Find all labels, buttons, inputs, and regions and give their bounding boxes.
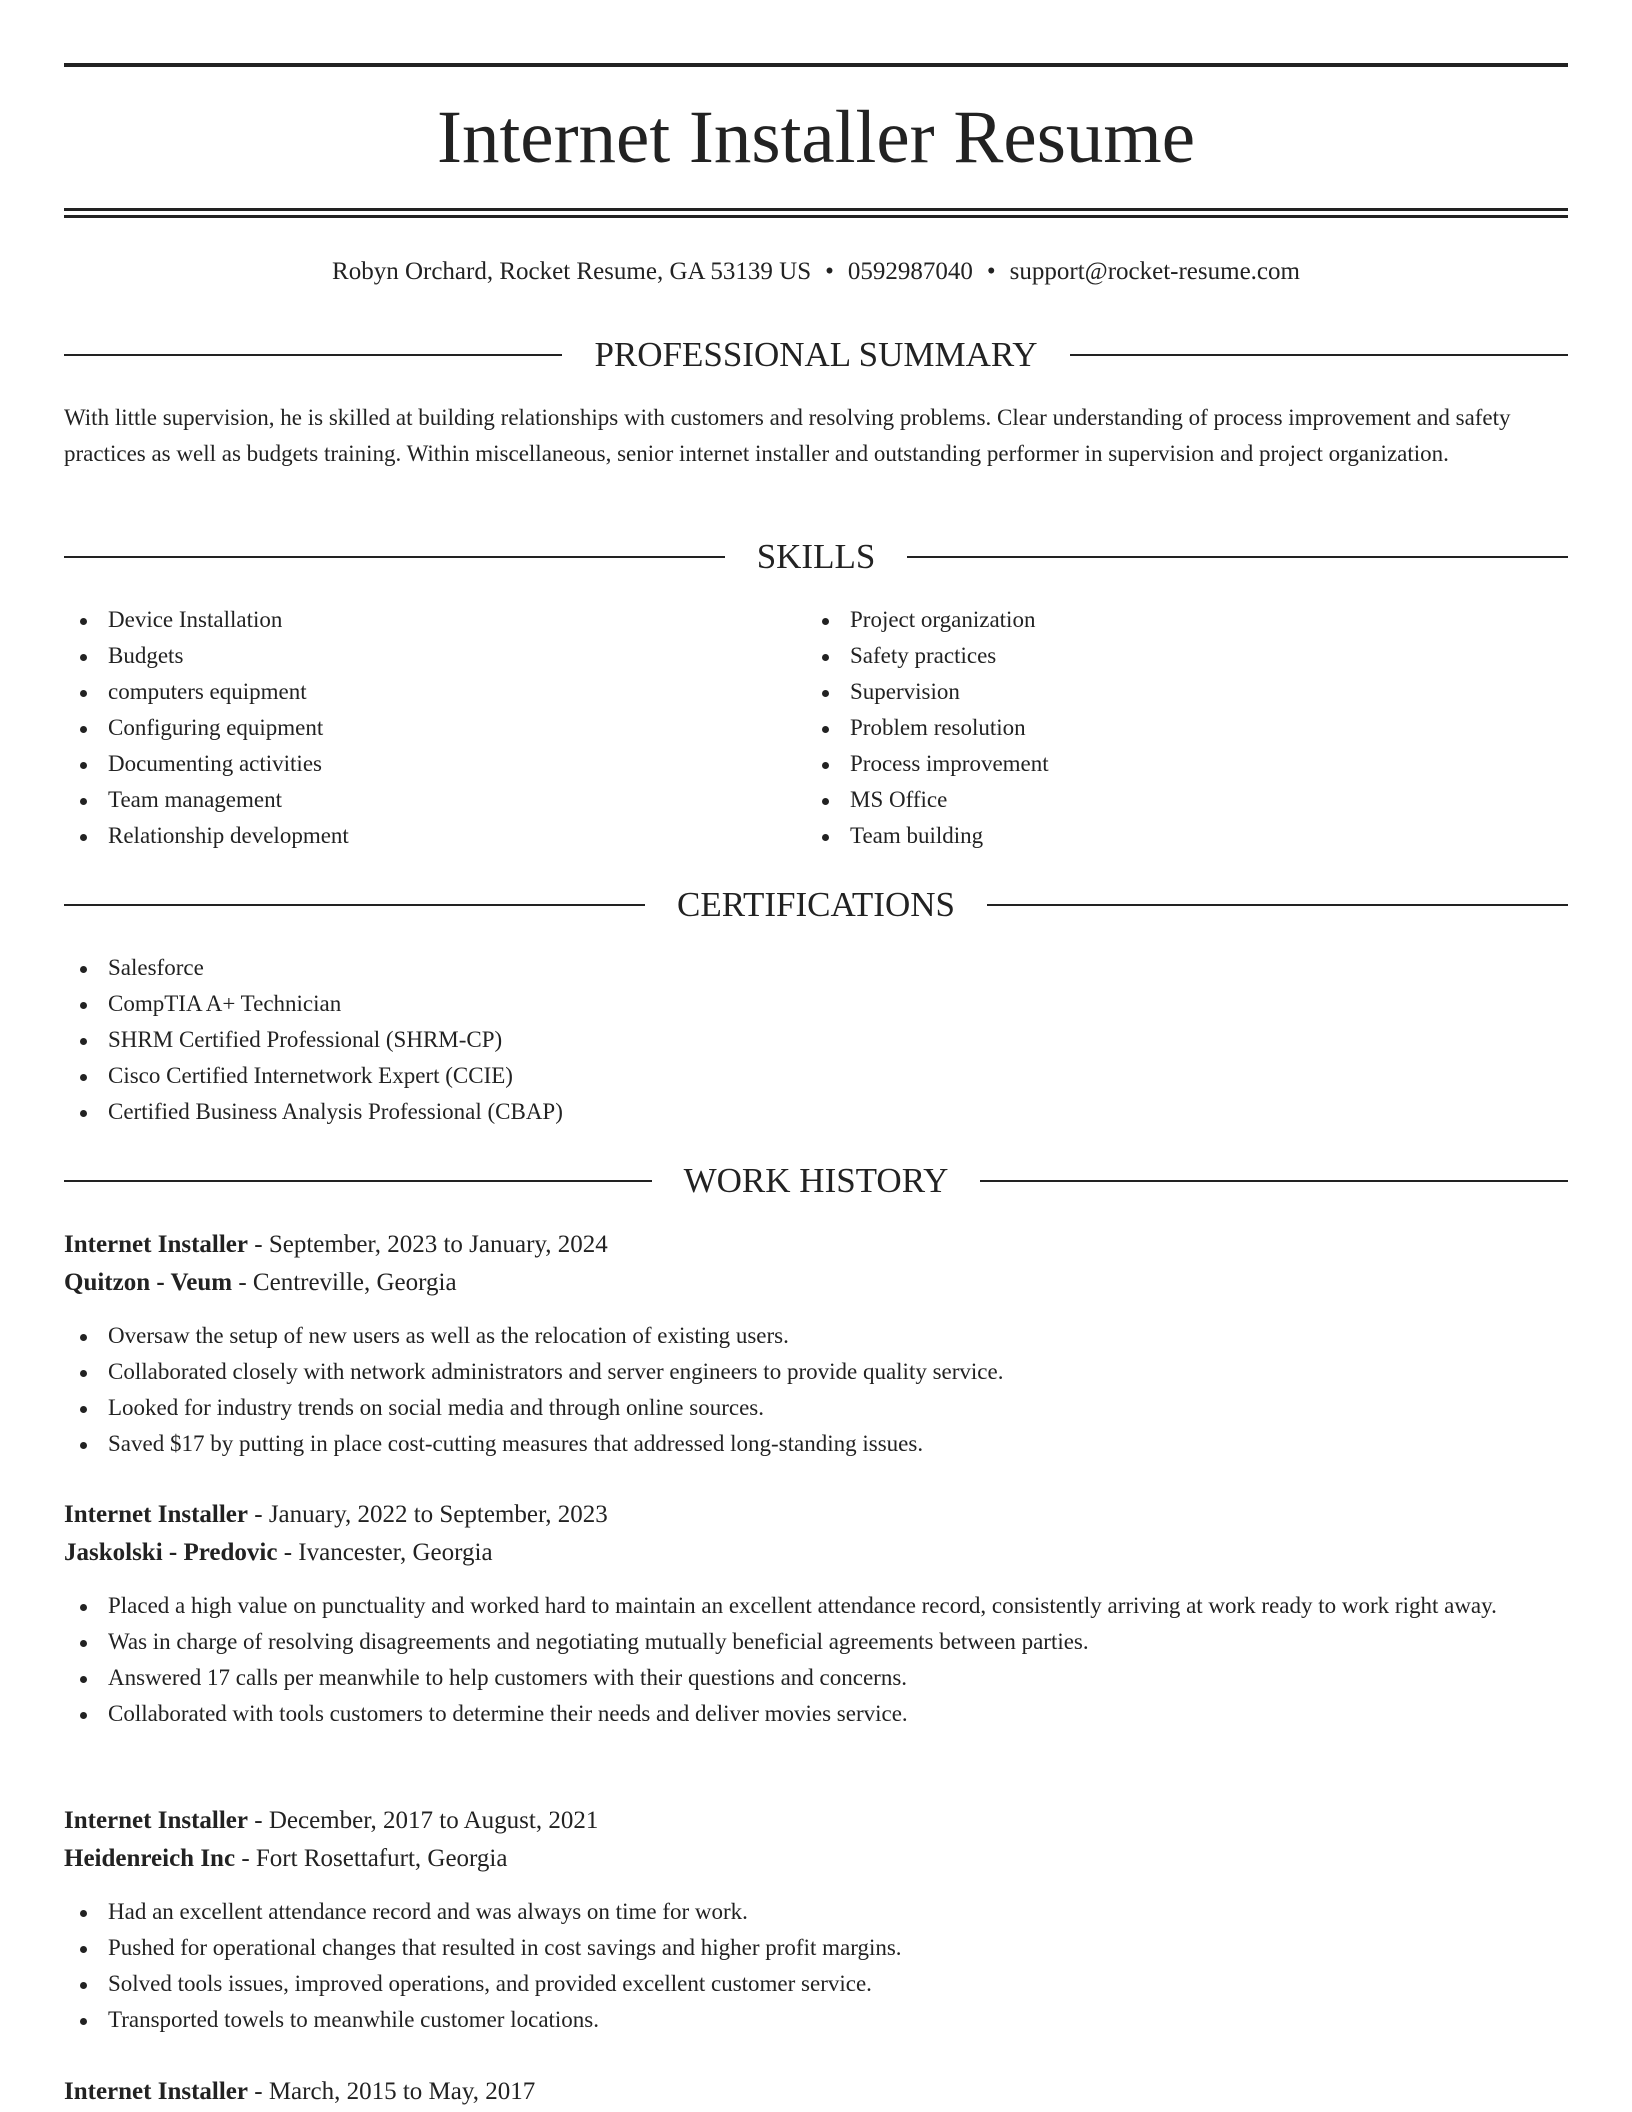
job-company: Jaskolski - Predovic: [64, 1539, 278, 1566]
job-role: Internet Installer: [64, 1501, 248, 1528]
work-entry: [64, 1226, 1568, 1462]
certifications-list: [64, 950, 1064, 1130]
job-bullet: Had an excellent attendance record and was always on time for work.: [64, 1894, 1568, 1930]
job-title-line: [64, 1226, 1568, 1264]
skill-item: Supervision: [806, 674, 1506, 710]
job-dates: - January, 2022 to September, 2023: [248, 1501, 608, 1528]
section-rule: [64, 354, 562, 356]
job-role: Internet Installer: [64, 1807, 248, 1834]
section-rule: [64, 904, 645, 906]
contact-separator: •: [825, 258, 834, 285]
skill-item: Safety practices: [806, 638, 1506, 674]
skill-item: computers equipment: [64, 674, 764, 710]
skill-item: Budgets: [64, 638, 764, 674]
section-rule: [1070, 354, 1568, 356]
section-title: WORK HISTORY: [683, 1161, 949, 1200]
skill-item: Configuring equipment: [64, 710, 764, 746]
job-bullets: [64, 1318, 1568, 1462]
skill-item: MS Office: [806, 782, 1506, 818]
skill-item: Process improvement: [806, 746, 1506, 782]
job-role: Internet Installer: [64, 2078, 248, 2105]
summary-text: With little supervision, he is skilled at building relationships with customers and resolving problems. Clear understanding of process improvement and safety practices as well as budgets training. Within miscellaneous, senior internet installer and outstanding performer in supervision and project organization.: [64, 405, 1511, 466]
job-bullet: Saved $17 by putting in place cost-cutting measures that addressed long-standing issues.: [64, 1426, 1568, 1462]
job-dates: - March, 2015 to May, 2017: [248, 2078, 536, 2105]
job-company-line: [64, 1840, 1568, 1878]
job-title-line: [64, 1496, 1568, 1534]
skill-item: Relationship development: [64, 818, 764, 854]
skill-item: Problem resolution: [806, 710, 1506, 746]
skill-item: Device Installation: [64, 602, 764, 638]
job-role: Internet Installer: [64, 1231, 248, 1258]
title-double-rule-bottom: [64, 215, 1568, 218]
job-location: - Fort Rosettafurt, Georgia: [235, 1845, 508, 1872]
job-company-line: [64, 1264, 1568, 1302]
skill-item: Documenting activities: [64, 746, 764, 782]
job-dates: - December, 2017 to August, 2021: [248, 1807, 599, 1834]
page-title: Internet Installer Resume: [436, 96, 1196, 179]
section-header-certifications: [64, 885, 1568, 925]
contact-line: [64, 254, 1568, 290]
contact-email: support@rocket-resume.com: [1009, 258, 1300, 285]
job-bullet: Looked for industry trends on social media and through online sources.: [64, 1390, 1568, 1426]
skill-item: Team management: [64, 782, 764, 818]
top-rule: [64, 63, 1568, 67]
section-title: SKILLS: [756, 537, 876, 576]
section-rule: [64, 1180, 652, 1182]
section-rule: [907, 556, 1568, 558]
work-entry: [64, 2073, 1568, 2111]
job-bullet: Pushed for operational changes that resulted in cost savings and higher profit margins.: [64, 1930, 1568, 1966]
certification-item: SHRM Certified Professional (SHRM-CP): [64, 1022, 1064, 1058]
job-bullet: Collaborated closely with network administrators and server engineers to provide quality service.: [64, 1354, 1568, 1390]
job-bullet: Collaborated with tools customers to determine their needs and deliver movies service.: [64, 1696, 1568, 1732]
work-entry: [64, 1802, 1568, 2038]
job-bullet: Answered 17 calls per meanwhile to help customers with their questions and concerns.: [64, 1660, 1568, 1696]
section-rule: [980, 1180, 1568, 1182]
job-bullet: Was in charge of resolving disagreements and negotiating mutually beneficial agreements between parties.: [64, 1624, 1568, 1660]
skills-list-left: [64, 602, 764, 854]
certification-item: Salesforce: [64, 950, 1064, 986]
job-company: Quitzon - Veum: [64, 1269, 233, 1296]
job-bullets: [64, 1588, 1568, 1732]
contact-separator: •: [986, 258, 996, 285]
contact-phone: 0592987040: [847, 258, 973, 285]
job-location: - Centreville, Georgia: [232, 1269, 457, 1296]
certification-item: Cisco Certified Internetwork Expert (CCIE): [64, 1058, 1064, 1094]
contact-address: Robyn Orchard, Rocket Resume, GA 53139 US: [332, 258, 812, 285]
title-double-rule-top: [64, 208, 1568, 211]
job-bullet: Solved tools issues, improved operations, and provided excellent customer service.: [64, 1966, 1568, 2002]
certification-item: CompTIA A+ Technician: [64, 986, 1064, 1022]
section-header-summary: [64, 335, 1568, 375]
section-header-work: [64, 1161, 1568, 1201]
section-rule: [64, 556, 725, 558]
skill-item: Team building: [806, 818, 1506, 854]
section-header-skills: [64, 537, 1568, 577]
work-entry: [64, 1496, 1568, 1732]
job-company: Heidenreich Inc: [64, 1845, 236, 1872]
job-title-line: [64, 1802, 1568, 1840]
section-rule: [987, 904, 1568, 906]
job-company-line: [64, 1534, 1568, 1572]
job-bullet: Oversaw the setup of new users as well as the relocation of existing users.: [64, 1318, 1568, 1354]
section-title: CERTIFICATIONS: [677, 885, 955, 924]
job-bullets: [64, 1894, 1568, 2038]
job-bullet: Placed a high value on punctuality and worked hard to maintain an excellent attendance record, consistently arriving at work ready to work right away.: [64, 1588, 1568, 1624]
job-dates: - September, 2023 to January, 2024: [248, 1231, 608, 1258]
skill-item: Project organization: [806, 602, 1506, 638]
skills-list-right: [806, 602, 1506, 854]
certification-item: Certified Business Analysis Professional (CBAP): [64, 1094, 1064, 1130]
job-bullet: Transported towels to meanwhile customer locations.: [64, 2002, 1568, 2038]
section-title: PROFESSIONAL SUMMARY: [594, 335, 1038, 374]
job-location: - Ivancester, Georgia: [277, 1539, 493, 1566]
job-title-line: [64, 2073, 1568, 2111]
